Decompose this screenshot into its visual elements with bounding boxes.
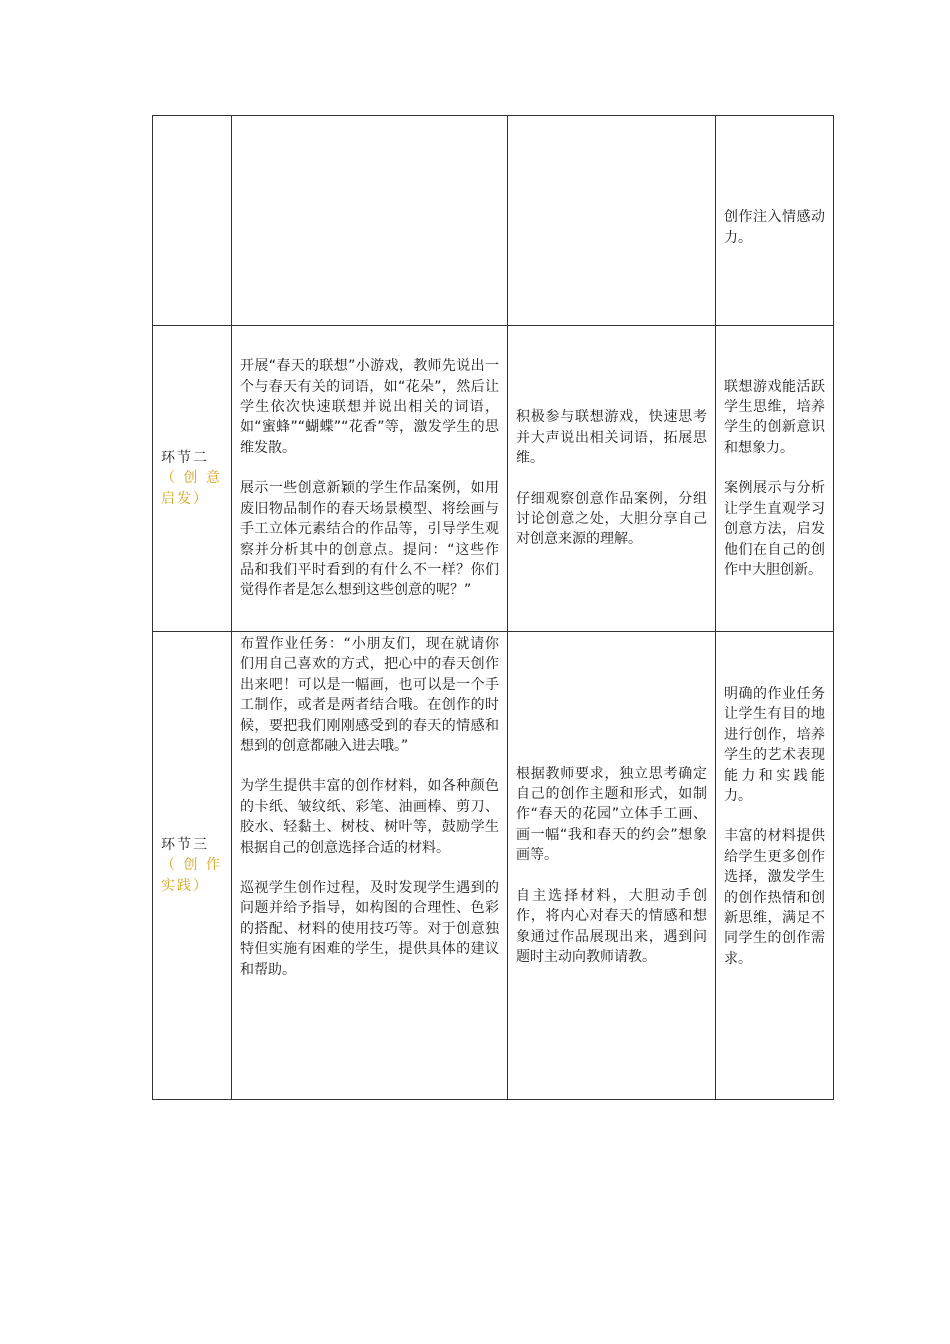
stage-subtitle: （ 创 作 <box>161 857 222 874</box>
design-text: 明确的作业任务让学生有目的地进行创作，培养学生的艺术表现能力和实践能力。 <box>724 686 825 805</box>
stage-cell <box>153 116 232 326</box>
teacher-activity-cell <box>232 632 508 1100</box>
stage-subtitle: （ 创 意 <box>161 470 222 487</box>
design-text: 联想游戏能活跃学生思维，培养学生的创新意识和想象力。 <box>724 378 825 456</box>
student-text: 仔细观察创意作品案例，分组讨论创意之处，大胆分享自己对创意来源的理解。 <box>516 490 707 548</box>
lesson-plan-table <box>152 115 834 1100</box>
teacher-text: 巡视学生创作过程，及时发现学生遇到的问题并给予指导，如构图的合理性、色彩的搭配、材料的使用技巧等。对于创意独特但实施有困难的学生，提供具体的建议和帮助。 <box>240 880 499 978</box>
design-intent-cell <box>716 326 834 632</box>
stage-subtitle: 实践） <box>161 877 209 894</box>
design-text: 创作注入情感动力。 <box>724 209 825 246</box>
student-activity-cell <box>508 326 716 632</box>
table-row <box>153 632 834 1100</box>
design-text: 案例展示与分析让学生直观学习创意方法，启发他们在自己的创作中大胆创新。 <box>724 480 825 578</box>
student-text: 自主选择材料，大胆动手创作，将内心对春天的情感和想象通过作品展现出来，遇到问题时主动向教师请教。 <box>516 887 707 965</box>
teacher-text: 布置作业任务：“小朋友们，现在就请你们用自己喜欢的方式，把心中的春天创作出来吧！可以是一幅画，也可以是一个手工制作，或者是两者结合哦。在创作的时候，要把我们刚刚感受到的春天的情感和想到的创意都融入进去哦。” <box>240 636 499 755</box>
table-row <box>153 116 834 326</box>
teacher-text: 展示一些创意新颖的学生作品案例，如用废旧物品制作的春天场景模型、将绘画与手工立体元素结合的作品等，引导学生观察并分析其中的创意点。提问：“这些作品和我们平时看到的有什么不一样？你们觉得作者是怎么想到这些创意的呢？” <box>240 480 499 599</box>
design-intent-cell <box>716 632 834 1100</box>
stage-subtitle: 启发） <box>161 490 209 507</box>
design-text: 丰富的材料提供给学生更多创作选择，激发学生的创作热情和创新思维，满足不同学生的创作需求。 <box>724 828 825 967</box>
teacher-text: 开展“春天的联想”小游戏，教师先说出一个与春天有关的词语，如“花朵”，然后让学生依次快速联想并说出相关的词语，如“蜜蜂”“蝴蝶”“花香”等，激发学生的思维发散。 <box>240 358 499 456</box>
student-text: 根据教师要求，独立思考确定自己的创作主题和形式，如制作“春天的花园”立体手工画、画一幅“我和春天的约会”想象画等。 <box>516 765 707 864</box>
teacher-activity-cell <box>232 326 508 632</box>
stage-name: 环节三 <box>161 836 209 853</box>
student-activity-cell <box>508 632 716 1100</box>
stage-name: 环节二 <box>161 449 209 466</box>
teacher-activity-cell <box>232 116 508 326</box>
stage-cell <box>153 632 232 1100</box>
student-text: 积极参与联想游戏，快速思考并大声说出相关词语，拓展思维。 <box>516 409 707 467</box>
stage-cell <box>153 326 232 632</box>
student-activity-cell <box>508 116 716 326</box>
table-row <box>153 326 834 632</box>
design-intent-cell <box>716 116 834 326</box>
teacher-text: 为学生提供丰富的创作材料，如各种颜色的卡纸、皱纹纸、彩笔、油画棒、剪刀、胶水、轻黏土、树枝、树叶等，鼓励学生根据自己的创意选择合适的材料。 <box>240 778 499 856</box>
